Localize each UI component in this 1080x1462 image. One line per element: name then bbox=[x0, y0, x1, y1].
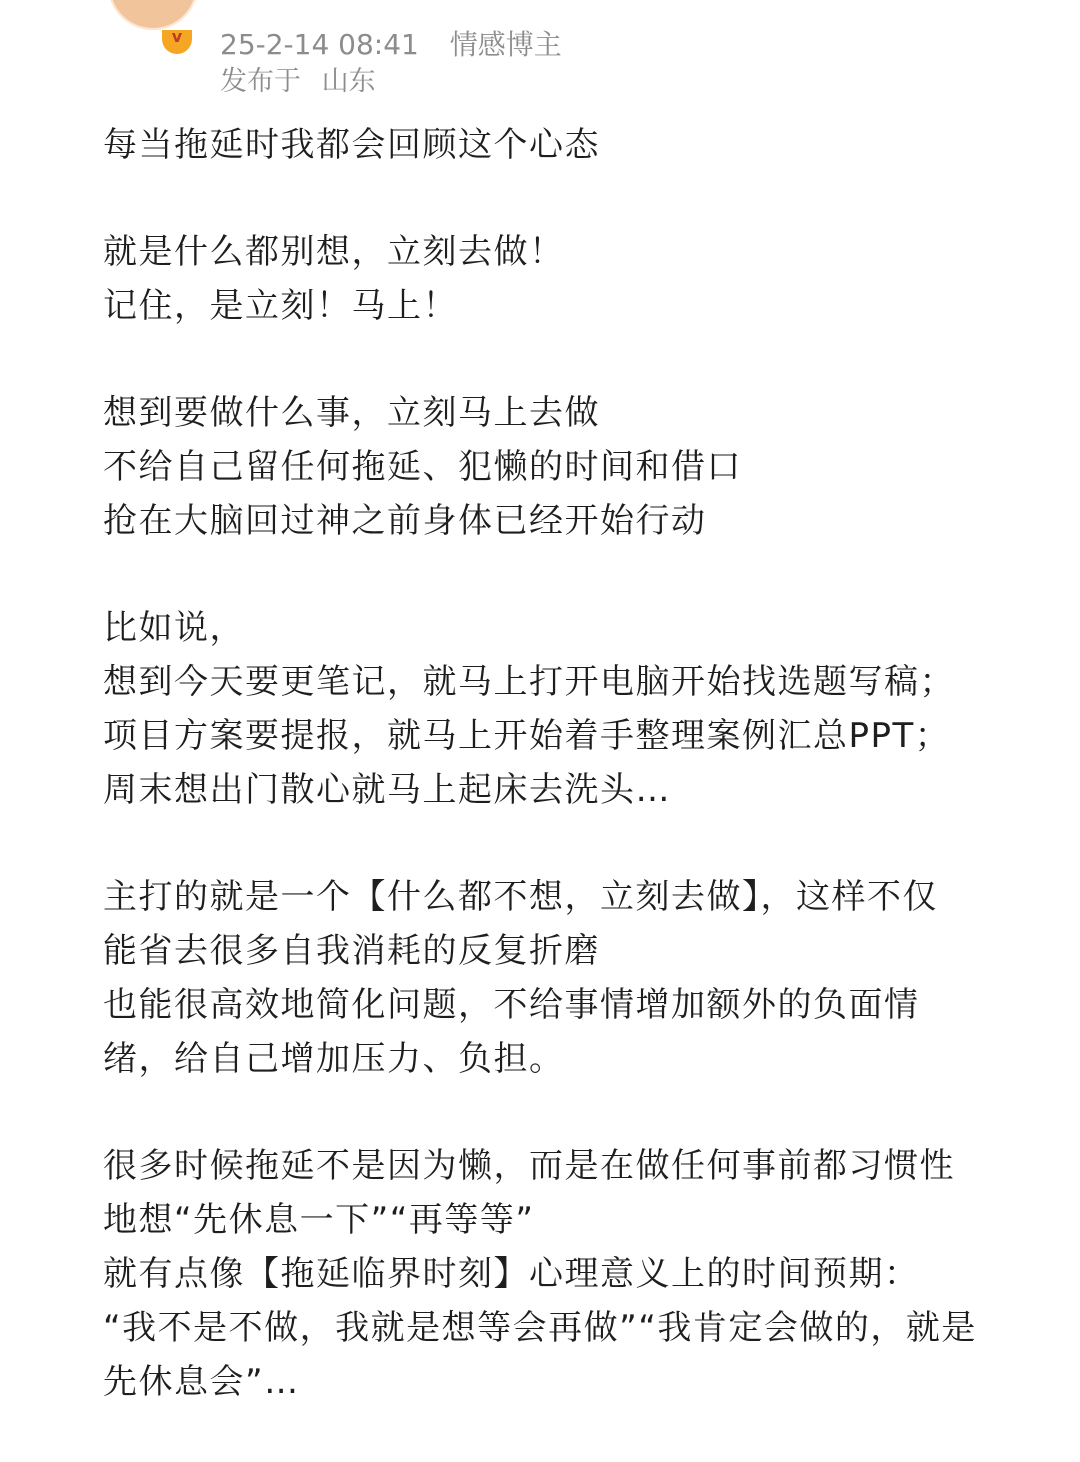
text-line: 抢在大脑回过神之前身体已经开始行动 bbox=[103, 501, 707, 541]
text-line: 地想“先休息一下”“再等等” bbox=[103, 1200, 535, 1240]
text-line: 能省去很多自我消耗的反复折磨 bbox=[103, 931, 600, 971]
text-line: 想到今天要更笔记，就马上打开电脑开始找选题写稿； bbox=[103, 662, 955, 702]
text-line: 很多时候拖延不是因为懒，而是在做任何事前都习惯性 bbox=[103, 1146, 955, 1186]
author-tag: 情感博主 bbox=[449, 28, 562, 61]
location-value: 山东 bbox=[321, 66, 376, 97]
paragraph bbox=[103, 118, 1003, 172]
text-line: 每当拖延时我都会回顾这个心态 bbox=[103, 125, 600, 165]
verified-badge-icon: v bbox=[162, 30, 192, 54]
text-line: “我不是不做，我就是想等会再做”“我肯定会做的，就是 bbox=[103, 1308, 977, 1348]
text-line: 项目方案要提报，就马上开始着手整理案例汇总PPT； bbox=[103, 716, 951, 756]
paragraph bbox=[103, 225, 1003, 333]
text-line: 主打的就是一个【什么都不想，立刻去做】，这样不仅 bbox=[103, 877, 938, 917]
paragraph bbox=[103, 601, 1003, 817]
location-prefix: 发布于 bbox=[220, 66, 301, 97]
post-time: 25-2-14 08:41 bbox=[220, 28, 419, 61]
post-body bbox=[103, 118, 1003, 1462]
paragraph bbox=[103, 1139, 1003, 1409]
text-line: 记住，是立刻！马上！ bbox=[103, 286, 458, 326]
text-line: 绪，给自己增加压力、负担。 bbox=[103, 1039, 565, 1079]
text-line: 想到要做什么事，立刻马上去做 bbox=[103, 393, 600, 433]
text-line: 比如说， bbox=[103, 608, 245, 648]
text-line: 先休息会”… bbox=[103, 1362, 300, 1402]
text-line: 不给自己留任何拖延、犯懒的时间和借口 bbox=[103, 447, 742, 487]
post-header bbox=[0, 0, 1080, 110]
post-meta bbox=[220, 28, 562, 62]
avatar[interactable] bbox=[108, 0, 198, 30]
text-line: 就有点像【拖延临界时刻】心理意义上的时间预期： bbox=[103, 1254, 920, 1294]
paragraph bbox=[103, 386, 1003, 548]
paragraph bbox=[103, 870, 1003, 1086]
text-line: 就是什么都别想，立刻去做！ bbox=[103, 232, 565, 272]
text-line: 也能很高效地简化问题，不给事情增加额外的负面情 bbox=[103, 985, 920, 1025]
post-location bbox=[220, 64, 376, 100]
text-line: 周末想出门散心就马上起床去洗头… bbox=[103, 770, 671, 810]
